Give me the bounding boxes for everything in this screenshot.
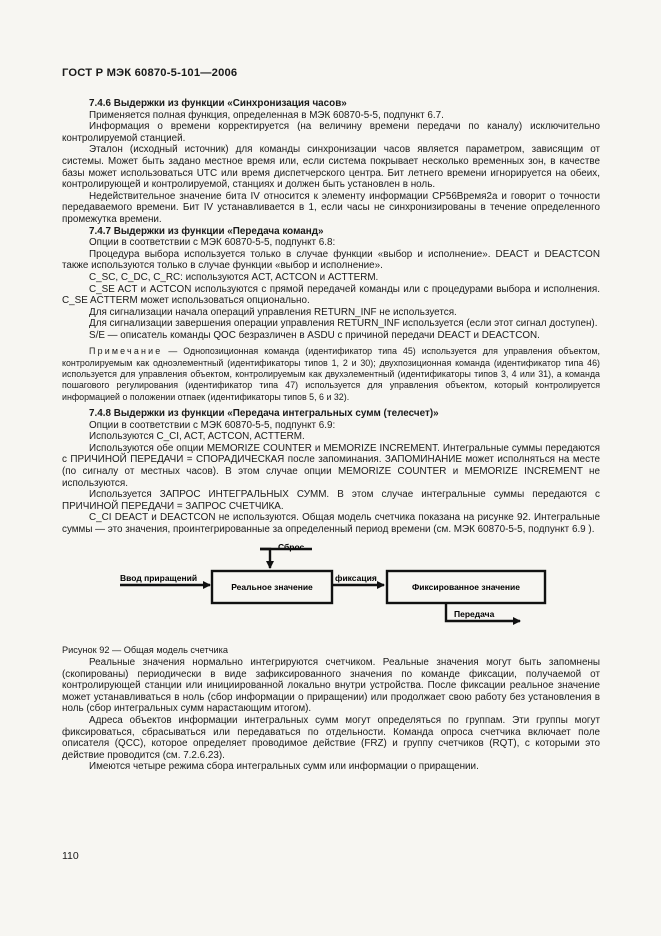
section-heading-748: 7.4.8 Выдержки из функции «Передача интегральных сумм (телесчет)» xyxy=(89,407,439,419)
reset-arrow xyxy=(260,549,270,568)
freeze-label: фиксация xyxy=(335,573,377,584)
reset-label: Сброс xyxy=(278,542,305,553)
paragraph: Опции в соответствии с МЭК 60870-5-5, подпункт 6.8: xyxy=(89,237,336,249)
paragraph: Информация о времени корректируется (на величину времени передачи по каналу) исключительно контролируемой станцией. xyxy=(62,121,600,144)
paragraph: C_CI DEACT и DEACTCON не используются. Общая модель счетчика показана на рисунке 92. Интегральные суммы — это значения, проинтегрированные за определенный период времени (см. МЭК 60870-5-5, подпункт 6.9 ). xyxy=(62,512,600,535)
paragraph: Имеются четыре режима сбора интегральных сумм или информации о приращении. xyxy=(89,761,479,773)
document-header: ГОСТ Р МЭК 60870-5-101—2006 xyxy=(62,67,238,79)
note-label: Примечание xyxy=(89,346,163,357)
section-heading-747: 7.4.7 Выдержки из функции «Передача команд» xyxy=(89,225,324,237)
paragraph: Адреса объектов информации интегральных сумм могут определяться по группам. Эти группы могут фиксироваться, сбрасываться или передаваться по отдельности. Команда опроса счетчика включает поле описателя (QCC), которое определяет проводимое действие (FRZ) и группу счетчиков (RQT), с которыми это действие проводится (см. 7.2.6.23). xyxy=(62,715,600,761)
figure-caption: Рисунок 92 — Общая модель счетчика xyxy=(62,645,228,656)
paragraph: S/E — описатель команды QOC безразличен в ASDU с причиной передачи DEACT и DEACTCON. xyxy=(89,329,540,341)
paragraph: Используются C_CI, ACT, ACTCON, ACTTERM. xyxy=(89,431,305,443)
paragraph: Опции в соответствии с МЭК 60870-5-5, подпункт 6.9: xyxy=(89,419,336,431)
input-label: Ввод приращений xyxy=(120,573,198,584)
paragraph: Для сигнализации завершения операции управления RETURN_INF используется (если этот сигнал доступен). xyxy=(89,318,598,330)
paragraph: Реальные значения нормально интегрируются счетчиком. Реальные значения могут быть запомнены (скопированы) периодически в виде зафиксированного значения по команде фиксации, получаемой от контролирующей станции или инициированной локально внутри устройства. После фиксации реальное значение может устанавливаться в ноль (сбор информации о приращении) или продолжает свою работу без установления в ноль (сбор интегральных сумм нарастающим итогом). xyxy=(62,657,600,715)
paragraph: Применяется полная функция, определенная в МЭК 60870-5-5, подпункт 6.7. xyxy=(89,109,444,121)
fixed-value-label: Фиксированное значение xyxy=(412,582,520,593)
paragraph: Эталон (исходный источник) для команды синхронизации часов является параметром, зависящим от системы. Может быть задано местное время или, если система покрывает несколько временных зон, в качестве базы может использоваться UTC или время диспетчерского центра. Бит летнего времени игнорируется на обеих, контролирующей и контролируемой, станциях и должен быть установлен в ноль. xyxy=(62,144,600,191)
paragraph: Для сигнализации начала операций управления RETURN_INF не используется. xyxy=(89,306,457,318)
paragraph: Используются обе опции MEMORIZE COUNTER и MEMORIZE INCREMENT. Интегральные суммы передаются с ПРИЧИНОЙ ПЕРЕДАЧИ = СПОРАДИЧЕСКАЯ после запоминания. ЗАПОМИНАНИЕ может исполняться на месте (по сигналу от местных часов). В этом случае опции MEMORIZE COUNTER и MEMORIZE INCREMENT не используются. xyxy=(62,442,600,489)
paragraph: C_SC, C_DC, C_RC: используются ACT, ACTCON и ACTTERM. xyxy=(89,271,379,283)
paragraph: Используется ЗАПРОС ИНТЕГРАЛЬНЫХ СУММ. В этом случае интегральные суммы передаются с ПРИЧИНОЙ ПЕРЕДАЧИ = ЗАПРОС СЧЕТЧИКА. xyxy=(62,489,600,512)
transfer-label: Передача xyxy=(454,609,495,620)
diagram-svg xyxy=(62,537,600,645)
paragraph: Недействительное значение бита IV относится к элементу информации CP56Время2а и говорит о точности передаваемого времени. Бит IV устанавливается в 1, если часы не синхронизированы в течение определенного промежутка времени. xyxy=(62,190,600,225)
real-value-label: Реальное значение xyxy=(231,582,313,593)
paragraph: C_SE ACT и ACTCON используются с прямой передачей команды или с процедурами выбора и исполнения. C_SE ACTTERM может использоваться опционально. xyxy=(62,283,600,307)
page-number: 110 xyxy=(62,850,79,862)
note-paragraph xyxy=(62,346,600,402)
section-heading-746: 7.4.6 Выдержки из функции «Синхронизация часов» xyxy=(89,98,347,109)
paragraph: Процедура выбора используется только в случае функции «выбор и исполнение». DEACT и DEACTCON также используются только в случае функции «выбор и исполнение». xyxy=(62,248,600,272)
note-text: — Однопозиционная команда (идентификатор типа 45) используется для управления объектом, контролируемым как одноэлементный (идентификаторы типов 1, 2 и 30); двухпозиционная команда (идентификатор типа 46) используется для управления объектом, контролируемым как двухэлементный (идентификаторы типов 3, 4 или 31), а команда пошагового регулирования (идентификатор типа 47) используется для управления объектом, который контролируется информацией о положении отпаек (идентификаторы типов 5, 6 и 32). xyxy=(62,346,600,402)
document-body xyxy=(62,98,600,773)
counter-model-diagram xyxy=(62,537,600,645)
